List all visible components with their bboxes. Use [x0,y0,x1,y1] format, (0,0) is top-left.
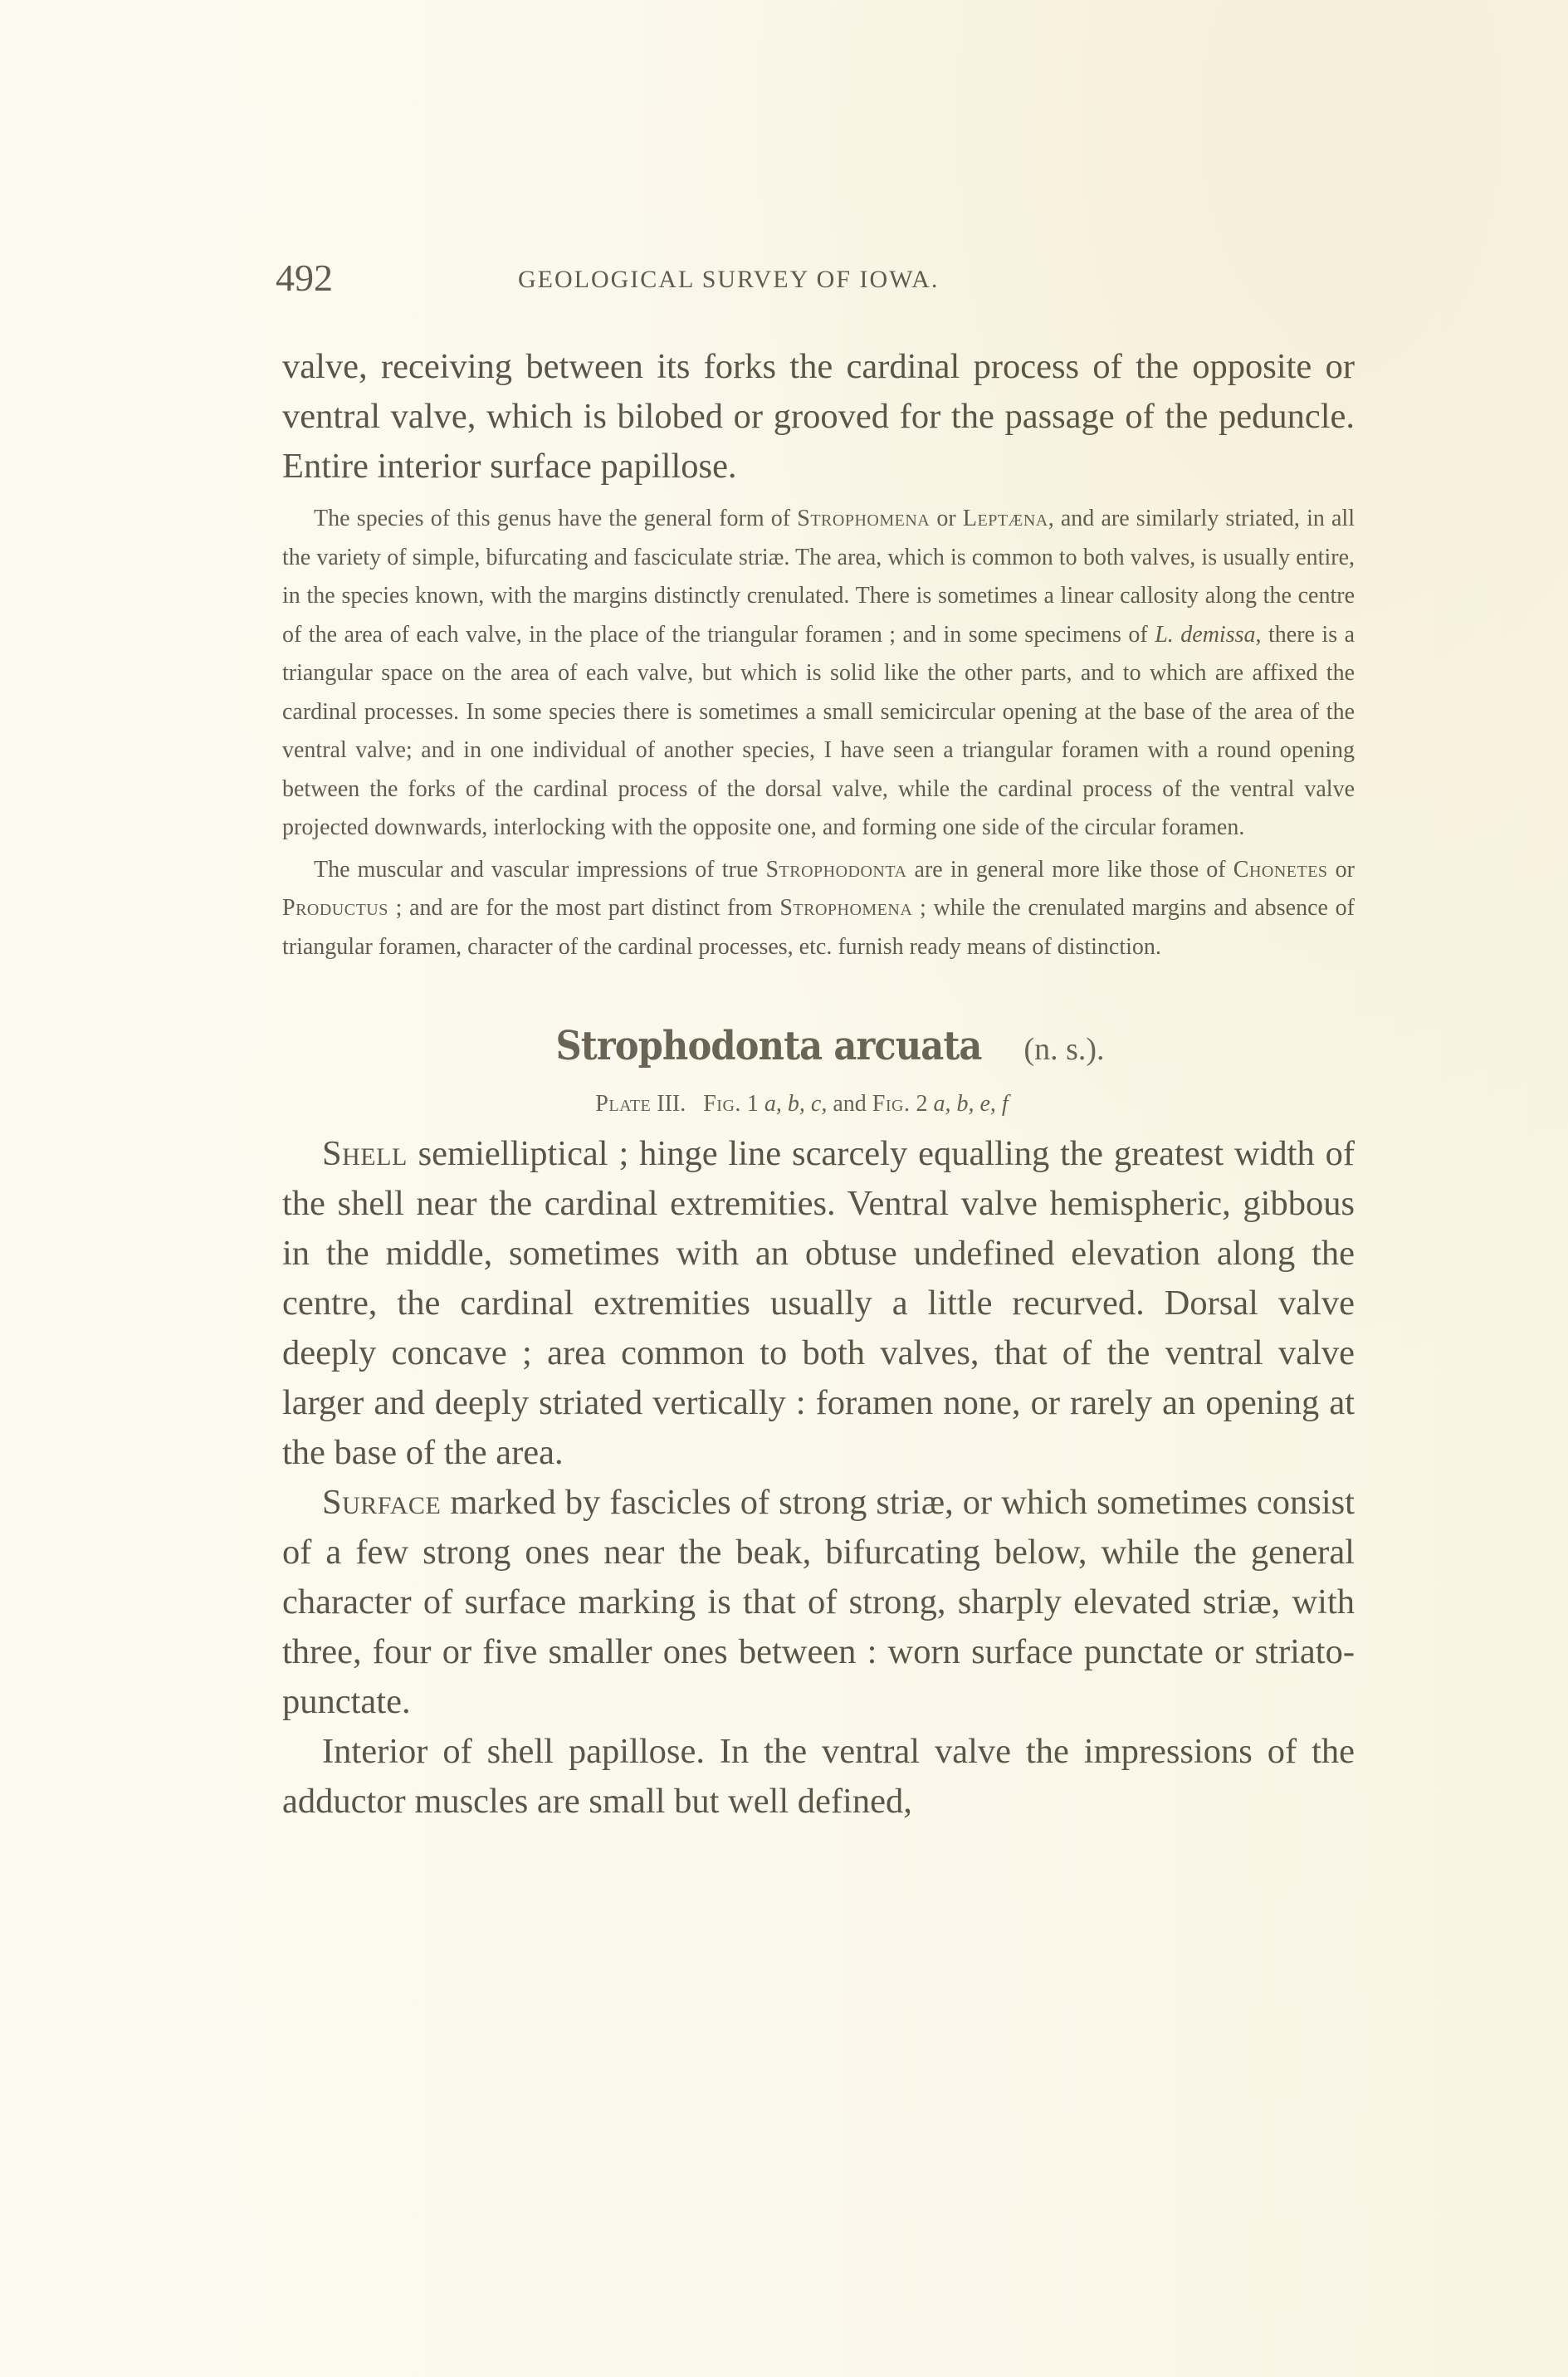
species-heading [282,1021,1355,1074]
surface-lead: Surface [322,1483,442,1522]
shell-paragraph: Shell semielliptical ; hinge line scarcely equalling the greatest width of the shell near the cardinal extremities. Ventral valve hemispheric, gibbous in the middle, sometimes with an obtuse undefined elevation along the centre, the cardinal extremities usually a little recurved. Dorsal valve deeply concave ; area common to both valves, that of the ventral valve larger and deeply striated vertically : foramen none, or rarely an opening at the base of the area. [282,1134,1355,1472]
page-number: 492 [276,257,333,299]
document-page [276,249,1356,1827]
intro-continuation [282,342,1355,492]
interior-paragraph: Interior of shell papillose. In the ventral valve the impressions of the adductor muscles are small but well defined, [282,1732,1355,1821]
genus-name: Strophodonta [765,856,907,883]
genus-remarks [282,500,1355,966]
genus-name: Productus [282,895,388,921]
surface-paragraph: Surface marked by fascicles of strong striæ, or which sometimes consist of a few strong ones near the beak, bifurcating below, while the general character of surface marking is that of strong, sharply elevated striæ, with three, four or five smaller ones between : worn surface punctate or striato-punctate. [282,1483,1355,1721]
species-reference: L. demissa [1155,621,1256,648]
running-title: GEOLOGICAL SURVEY OF IOWA. [518,266,940,293]
genus-name: Strophomena [797,506,931,531]
genus-name: Strophomena [779,895,913,921]
species-description [282,1129,1355,1827]
intro-paragraph: valve, receiving between its forks the cardinal process of the opposite or ventral valve, which is bilobed or grooved for the passage of the peduncle. Entire interior surface papillose. [282,347,1355,486]
plate-reference: Plate III. Fig. 1 a, b, c, and Fig. 2 a, b, e, f [595,1091,1009,1117]
new-species-note: (n. s.). [1023,1032,1105,1067]
species-name: Strophodonta arcuata [555,1023,982,1069]
genus-name: Leptæna [962,506,1048,531]
running-header [276,249,1355,307]
shell-lead: Shell [322,1134,408,1173]
genus-name: Chonetes [1233,856,1328,883]
remarks-paragraph-2: The muscular and vascular impressions of true Strophodonta are in general more like those of Chonetes or Productus ; and are for the most part distinct from Strophomena ; while the crenulated margins and absence of triangular foramen, character of the cardinal processes, etc. furnish ready means of distinction. [282,856,1356,960]
remarks-paragraph-1: The species of this genus have the general form of Strophomena or Leptæna, and are similarly striated, in all the variety of simple, bifurcating and fasciculate striæ. The area, which is common to both valves, is usually entire, in the species known, with the margins distinctly crenulated. There is sometimes a linear callosity along the centre of the area of each valve, in the place of the triangular foramen ; and in some specimens of L. demissa, there is a triangular space on the area of each valve, but which is solid like the other parts, and to which are affixed the cardinal processes. In some species there is sometimes a small semicircular opening at the base of the area of the ventral valve; and in one individual of another species, I have seen a triangular foramen with a round opening between the forks of the cardinal process of the dorsal valve, while the cardinal process of the ventral valve projected downwards, interlocking with the opposite one, and forming one side of the circular foramen. [282,506,1356,840]
